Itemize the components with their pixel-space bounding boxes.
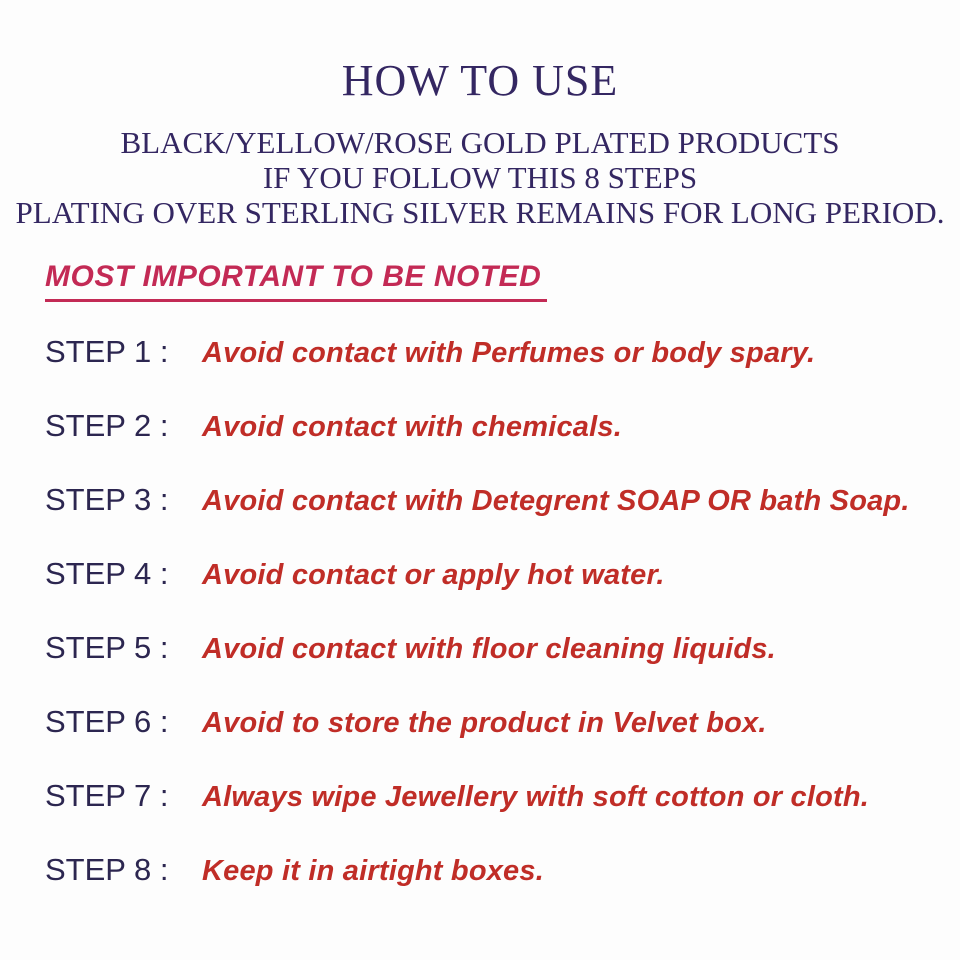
subtitle-line: IF YOU FOLLOW THIS 8 STEPS [262,159,698,195]
page-title: HOW TO USE [341,56,619,105]
step-label: STEP 6 : [45,703,169,739]
section-heading-wrap [45,260,960,302]
step-label: STEP 5 : [45,629,169,665]
step-text: Avoid contact with floor cleaning liquids. [202,632,776,665]
step-label: STEP 8 : [45,851,169,887]
step-label: STEP 4 : [45,555,169,591]
step-row [45,555,960,591]
step-row [45,629,960,665]
step-label: STEP 7 : [45,777,169,813]
step-row [45,407,960,443]
step-row [45,333,960,369]
subtitle-line: PLATING OVER STERLING SILVER REMAINS FOR LONG PERIOD. [15,194,945,230]
step-text: Always wipe Jewellery with soft cotton or cloth. [202,780,870,813]
subtitle-block [0,125,960,230]
step-text: Avoid contact or apply hot water. [202,558,665,591]
step-label: STEP 1 : [45,333,169,369]
step-row [45,703,960,739]
step-text: Avoid to store the product in Velvet box. [202,706,767,739]
step-row [45,481,960,517]
step-label: STEP 2 : [45,407,169,443]
section-heading: MOST IMPORTANT TO BE NOTED [45,260,547,302]
step-row [45,777,960,813]
step-row [45,851,960,887]
steps-list [45,333,960,887]
step-text: Keep it in airtight boxes. [202,854,544,887]
step-text: Avoid contact with chemicals. [202,410,622,443]
step-text: Avoid contact with Perfumes or body spary. [202,336,816,369]
subtitle-line: BLACK/YELLOW/ROSE GOLD PLATED PRODUCTS [120,124,840,160]
step-label: STEP 3 : [45,481,169,517]
step-text: Avoid contact with Detegrent SOAP OR bath Soap. [202,484,910,517]
